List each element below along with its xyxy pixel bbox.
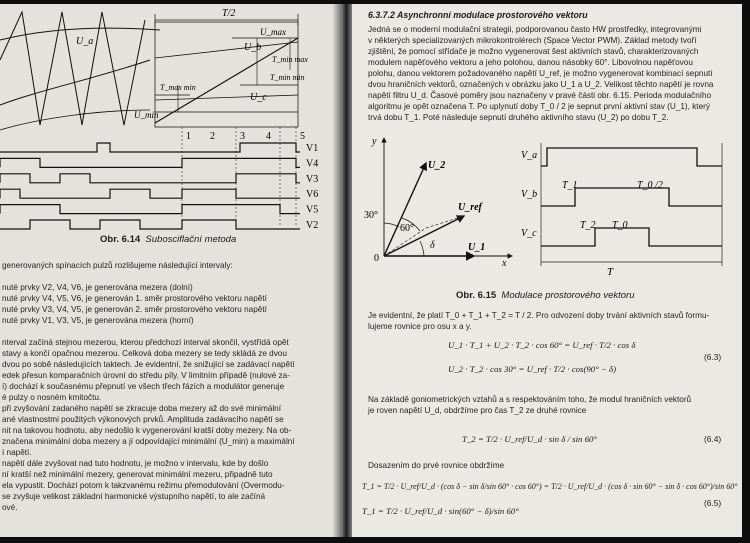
switch-label: V5 [306,204,319,216]
caption-number: Obr. 6.14 [100,234,141,245]
text-line: při zvyšování zadaného napětí se zkracuje doba mezery až do své minimální [2,404,281,413]
paragraph-1 [368,24,713,123]
text-line: napětí filtru U_d. Časové poměry jsou naznačeny v pravé části obr. 6.15. Perioda modulačního [368,91,712,100]
interval-t-label: T [607,266,614,278]
text-line: dvou hraničních vektorů, označených v obrázku jako U_1 a U_2. Velikost těchto napětí je rovna [368,80,714,89]
text-line: nuté prvky V2, V4, V6, je generována mezera (dolní) [2,283,193,292]
row-vb-label: V_b [521,189,538,200]
label-umax: U_max [260,27,286,37]
text-line: Na základě goniometrických vztahů a s respektováním toho, že modul hraničních vektorů [368,395,692,404]
switch-label: V3 [306,173,319,185]
text-line: je roven napětí U_d, obdržíme pro čas T_2 ze druhé rovnice [368,406,587,415]
interval-number-3: 3 [240,131,245,142]
text-line: ané vlastnostmi použitých výkonových prvků. Amplituda zadávacího napětí se [2,415,284,424]
interval-t0half-label: T_0 /2 [637,180,663,191]
equation-6-5-line-1: T_1 = T/2 · U_ref/U_d · (cos δ − sin δ/sin 60° · cos 60°) = T/2 · U_ref/U_d · (cos δ · sin 60° − sin δ · cos 60°)/sin 60° [362,482,738,491]
equation-6-3-number: (6.3) [704,352,722,362]
switch-label: V1 [306,143,319,154]
paragraph-4: Dosazením do prvé rovnice obdržíme [368,461,505,470]
vector-diagram [362,128,517,269]
left-page [0,0,342,543]
text-line: se zvyšuje velikost základní harmonické výstupního napětí, to ale začíná [2,492,266,501]
switch-pulse-rows [0,143,318,231]
axis-y-label: y [372,136,377,147]
interval-t0-label: T_0 [612,220,628,231]
text-line: generovaných spínacích pulzů rozlišujeme následující intervaly: [2,261,233,270]
switch-label: V2 [306,220,319,231]
row-va-label: V_a [521,150,538,161]
text-line: napětí dále zvyšovat nad tuto hodnotu, je možno v intervalu, kde by došlo [2,459,269,468]
angle-60-label: 60° [400,223,414,234]
text-line: nterval začíná stejnou mezerou, kterou předchozí interval skončil, vystřídá opět [2,338,289,347]
origin-label: 0 [374,253,379,264]
text-line: nuté prvky V3, V4, V5, je generován 2. směr prostorového vektoru napětí [2,305,267,314]
pulse-trace [0,189,300,198]
axis-x-label: x [502,258,507,269]
text-line: značena minimální doba mezery a jí odpovídající minimální (U_min) a maximální [2,437,295,446]
label-tmaxmin: T_max min [160,83,196,92]
equation-6-3-line-2: U_2 · T_2 · cos 30° = U_ref · T/2 · cos(90° − δ) [448,364,617,374]
equation-6-4: T_2 = T/2 · U_ref/U_d · sin δ / sin 60° [462,434,597,444]
left-page-body-text [2,260,295,513]
timing-trace [541,148,722,166]
text-line: zjištění, že pomocí střídače je možno vygenerovat šest aktivních stavů, charakterizovaných [368,47,699,56]
text-line [2,326,295,337]
text-line: nuté prvky V4, V5, V6, je generován 1. směr prostorového vektoru napětí [2,294,267,303]
caption-text: Subosciflační metoda [145,234,237,245]
label-umin: U_min [134,110,159,120]
label-tminmin: T_min min [270,73,305,82]
caption-number: Obr. 6.15 [456,290,497,301]
vector-u1-label: U_1 [468,242,486,253]
text-line: trvá dobu T_1. Poté následuje sepnutí druhého aktivního stavu (U_2) po dobu T_2. [368,113,669,122]
text-line: nit na takovou hodnotu, aby nedošlo k vygenerování kratší doby mezery. Na ob- [2,426,292,435]
pulse-trace [0,220,300,229]
text-line: algoritmu je opět označena T. Po uplynutí doby T_0 / 2 je sepnut první aktivní stav (U_1), který [368,102,710,111]
text-line: nuté prvky V1, V3, V5, je generována mezera (horní) [2,316,194,325]
scan-border-bottom [0,537,750,543]
figure-6-14-caption [100,234,236,245]
scan-border-top [0,0,750,4]
paragraph-3 [368,394,691,416]
pulse-trace [0,143,300,152]
text-line [2,271,295,282]
text-line: ové. [2,503,18,512]
equation-6-5-number: (6.5) [704,498,722,508]
caption-text: Modulace prostorového vektoru [501,290,635,301]
equation-6-3-line-1: U_1 · T_1 + U_2 · T_2 · cos 60° = U_ref · T/2 · cos δ [448,340,636,350]
switch-label: V4 [306,158,319,170]
angle-delta-label: δ [430,240,435,251]
interval-t1-label: T_1 [562,180,578,191]
text-line: í napětí. [2,448,32,457]
text-line: ela vypustit. Dochází potom k takzvanému režimu přemodulování (Overmodu- [2,481,285,490]
interval-number-2: 2 [210,131,215,142]
text-line: modulem napěťového vektoru a jeho polohou, danou násobky 60°. Libovolnou napěťovou [368,58,693,67]
interval-number-5: 5 [300,131,305,142]
text-line: é pulzy o nosném kmitočtu. [2,393,102,402]
text-line: í) dochází k současnému přepnutí ve všech třech fázích a modulátor generuje [2,382,285,391]
timing-trace [541,228,722,246]
pulse-trace [0,158,300,167]
equation-6-5-line-2: T_1 = T/2 · U_ref/U_d · sin(60° − δ)/sin 60° [362,506,519,516]
text-line: dvou po sobě následujících taktech. Je evidentní, že snižující se zadávací napětí [2,360,295,369]
pulse-trace [0,205,300,214]
text-line: stavy a končí opačnou mezerou. Celková doba mezery se tedy skládá ze dvou [2,349,287,358]
text-line: ní kratší než minimální mezery, generovat minimální mezeru, připadně tuto [2,470,273,479]
figure-6-15-caption [456,290,635,301]
half-period-label: T/2 [222,8,236,19]
interval-t2-label: T_2 [580,220,596,231]
timing-diagram [517,138,732,283]
scan-border-right [742,0,750,543]
text-line: v některých specializovaných mikrokontrolérech (Space Vector PWM). Základ metody tvoří [368,36,697,45]
section-heading: 6.3.7.2 Asynchronní modulace prostorového vektoru [368,10,588,20]
right-page [352,0,750,543]
text-line: edek přesun komparačních úrovní do středu píly. V limitním případě (nulové za- [2,371,290,380]
text-line: lujeme rovnice pro osu x a y. [368,322,472,331]
figure-6-14-subharmonic-method [0,0,342,230]
pulse-trace [0,174,300,183]
row-vc-label: V_c [521,228,537,239]
text-line: polohu, danou vektorem požadovaného napětí U_ref, je možno vygenerovat kombinací sepnutí [368,69,713,78]
label-ub: U_b [244,42,262,53]
text-line: Jedná se o moderní modulační strategii, podporovanou často HW prostředky, integrovanými [368,25,702,34]
vector-u2-label: U_2 [428,160,446,171]
text-line: Je evidentní, že platí T_0 + T_1 + T_2 = T / 2. Pro odvození doby trvání aktivních stavů formu- [368,311,710,320]
equation-6-4-number: (6.4) [704,434,722,444]
interval-number-4: 4 [266,131,271,142]
interval-number-1: 1 [186,131,191,142]
label-ua: U_a [76,36,94,47]
switch-label: V6 [306,189,319,201]
vector-uref-label: U_ref [458,202,482,213]
angle-30-label: 30° [364,210,378,221]
label-tminmax: T_min max [272,55,308,64]
label-uc: U_c [250,92,267,103]
paragraph-2 [368,310,709,332]
